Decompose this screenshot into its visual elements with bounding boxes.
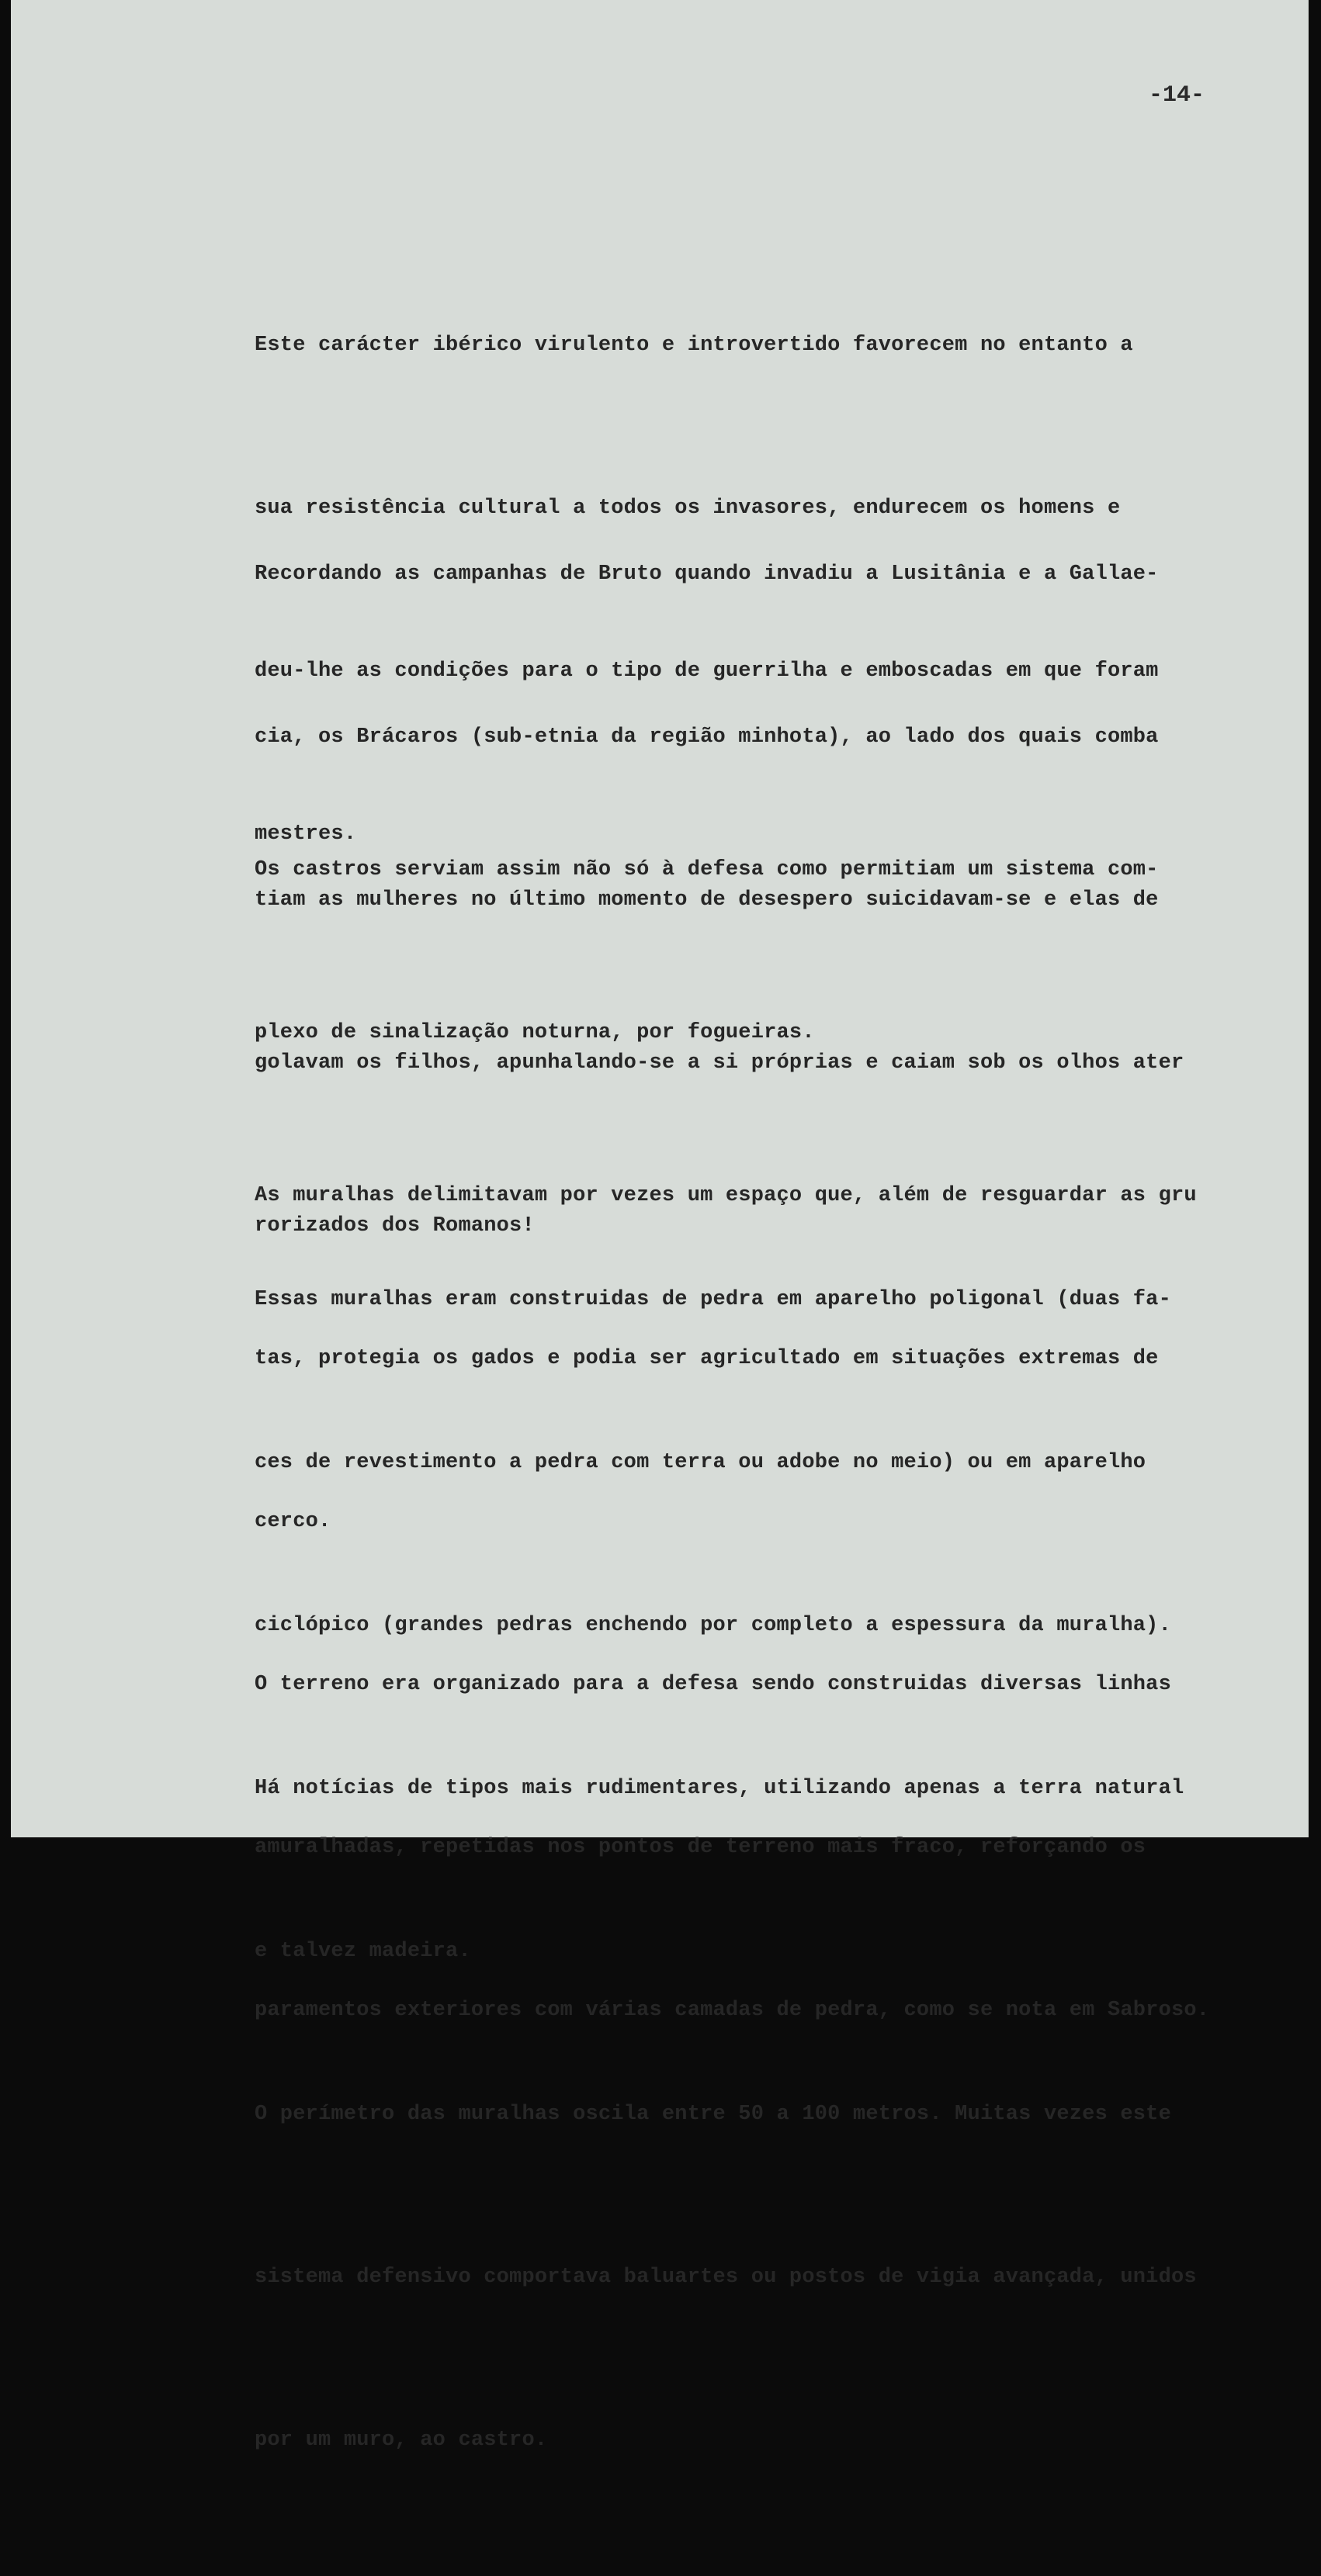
paragraph-4 bbox=[255, 1164, 1295, 2576]
text-line: rorizados dos Romanos! bbox=[255, 1214, 535, 1238]
text-line: sistema defensivo comportava baluartes ou postos de vigia avançada, unidos bbox=[255, 2266, 1197, 2289]
text-line: ces de revestimento a pedra com terra ou adobe no meio) ou em aparelho bbox=[255, 1451, 1146, 1474]
text-line: amuralhadas, repetidas nos pontos de terreno mais fraco, reforçando os bbox=[255, 1836, 1146, 1859]
text-line: Há notícias de tipos mais rudimentares, utilizando apenas a terra natural bbox=[255, 1777, 1184, 1800]
text-line: cia, os Brácaros (sub-etnia da região minhota), ao lado dos quais comba bbox=[255, 725, 1159, 749]
text-line: O terreno era organizado para a defesa sendo construidas diversas linhas bbox=[255, 1673, 1171, 1696]
text-line: As muralhas delimitavam por vezes um espaço que, além de resguardar as gru bbox=[255, 1184, 1197, 1207]
typed-page bbox=[11, 0, 1309, 2452]
text-line: mestres. bbox=[255, 822, 357, 846]
text-line: por um muro, ao castro. bbox=[255, 2429, 548, 2452]
text-line: golavam os filhos, apunhalando-se a si próprias e caiam sob os olhos ater bbox=[255, 1051, 1184, 1075]
text-line: cerco. bbox=[255, 1510, 331, 1533]
text-line: Este carácter ibérico virulento e introvertido favorecem no entanto a bbox=[255, 334, 1133, 357]
text-line: Recordando as campanhas de Bruto quando invadiu a Lusitânia e a Gallae- bbox=[255, 563, 1159, 586]
text-line: deu-lhe as condições para o tipo de guerrilha e emboscadas em que foram bbox=[255, 660, 1159, 683]
page-number: -14- bbox=[1149, 82, 1205, 109]
text-line: paramentos exteriores com várias camadas de pedra, como se nota em Sabroso. bbox=[255, 1999, 1210, 2022]
text-line: sua resistência cultural a todos os invasores, endurecem os homens e bbox=[255, 497, 1121, 520]
text-line: tas, protegia os gados e podia ser agricultado em situações extremas de bbox=[255, 1347, 1159, 1370]
text-line: Os castros serviam assim não só à defesa como permitiam um sistema com- bbox=[255, 858, 1159, 881]
text-line: tiam as mulheres no último momento de desespero suicidavam-se e elas de bbox=[255, 888, 1159, 912]
text-line: plexo de sinalização noturna, por fogueiras. bbox=[255, 1021, 815, 1044]
text-line: O perímetro das muralhas oscila entre 50 a 100 metros. Muitas vezes este bbox=[255, 2103, 1171, 2126]
text-line: Essas muralhas eram construidas de pedra em aparelho poligonal (duas fa- bbox=[255, 1288, 1171, 1311]
text-line: ciclópico (grandes pedras enchendo por completo a espessura da muralha). bbox=[255, 1614, 1171, 1637]
text-line: e talvez madeira. bbox=[255, 1940, 471, 1963]
